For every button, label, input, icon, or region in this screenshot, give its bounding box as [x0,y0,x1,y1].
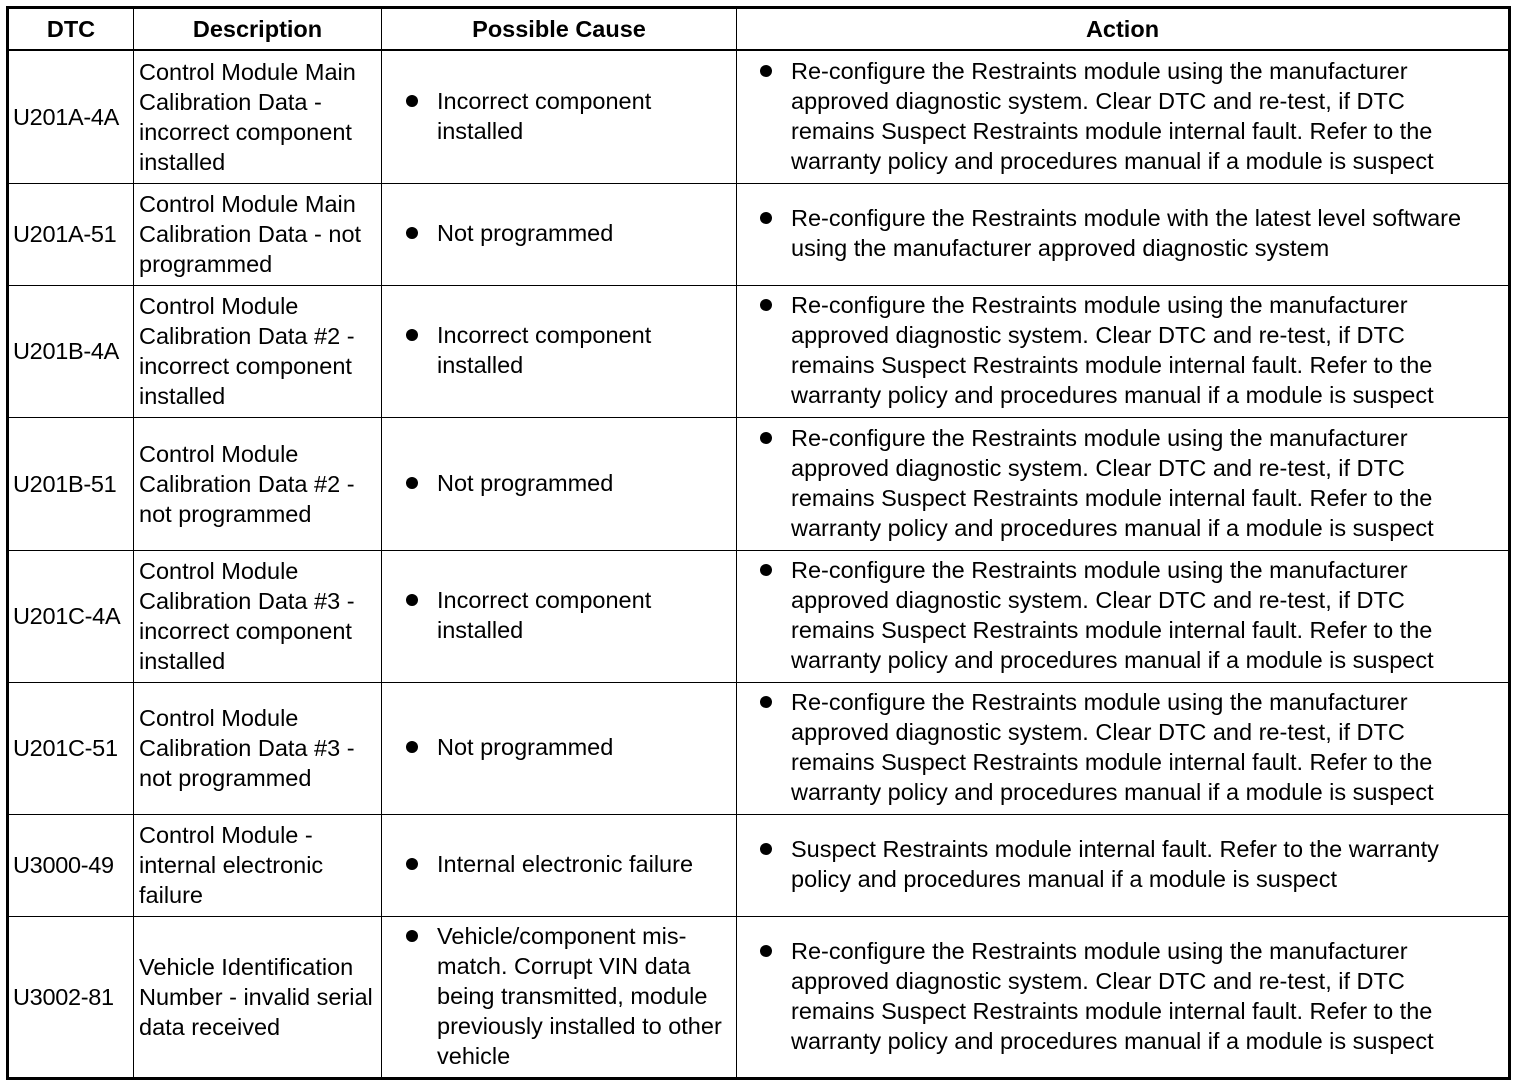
bullet-icon [406,477,418,489]
dtc-table [6,6,1511,1080]
table-row [8,50,1510,183]
action-item [737,203,1508,263]
action-text: Re-configure the Restraints module using the manufacturer approved diagnostic system. Clear DTC and re-test, if DTC remains Suspect Restraints module internal fault. Refer to the warranty policy and procedures manual if a module is suspect [791,424,1434,541]
dtc-code: U201B-4A [8,285,134,417]
action-list [737,687,1508,807]
table-row [8,183,1510,285]
possible-cause-list [382,732,736,762]
possible-cause-text: Not programmed [437,469,614,496]
bullet-icon [760,843,772,855]
possible-cause-list [382,320,736,380]
possible-cause-list [382,86,736,146]
table-row [8,682,1510,814]
table-row [8,550,1510,682]
bullet-icon [406,930,418,942]
bullet-icon [760,564,772,576]
table-body [8,50,1510,1078]
header-description: Description [134,8,382,51]
possible-cause-list [382,849,736,879]
action-text: Re-configure the Restraints module using the manufacturer approved diagnostic system. Clear DTC and re-test, if DTC remains Suspect Restraints module internal fault. Refer to the warranty policy and procedures manual if a module is suspect [791,292,1434,408]
dtc-code: U201C-51 [8,682,134,814]
action-cell [737,183,1510,285]
dtc-description: Vehicle Identification Number - invalid serial data received [134,916,382,1078]
dtc-description: Control Module Main Calibration Data - not programmed [134,183,382,285]
possible-cause-text: Not programmed [437,220,614,246]
table-header [8,8,1510,51]
possible-cause-list [382,468,736,498]
action-list [737,936,1508,1056]
action-text: Re-configure the Restraints module using the manufacturer approved diagnostic system. Clear DTC and re-test, if DTC remains Suspect Restraints module internal fault. Refer to the warranty policy and procedures manual if a module is suspect [791,57,1434,174]
dtc-code: U3002-81 [8,916,134,1078]
possible-cause-item [382,921,736,1071]
possible-cause-item [382,849,736,879]
dtc-code: U201C-4A [8,550,134,682]
action-text: Re-configure the Restraints module using the manufacturer approved diagnostic system. Clear DTC and re-test, if DTC remains Suspect Restraints module internal fault. Refer to the warranty policy and procedures manual if a module is suspect [791,557,1434,673]
action-text: Re-configure the Restraints module with the latest level software using the manufacturer approved diagnostic system [791,205,1462,261]
bullet-icon [760,299,772,311]
action-cell [737,417,1510,550]
possible-cause-list [382,218,736,248]
possible-cause-text: Internal electronic failure [437,851,694,877]
action-item [737,290,1508,410]
action-item [737,423,1508,543]
possible-cause-cell [382,417,737,550]
action-cell [737,814,1510,916]
action-cell [737,285,1510,417]
action-list [737,834,1508,894]
action-item [737,56,1508,176]
possible-cause-cell [382,550,737,682]
possible-cause-text: Incorrect component installed [437,587,652,643]
dtc-code: U201B-51 [8,417,134,550]
possible-cause-item [382,585,736,645]
bullet-icon [406,594,418,606]
possible-cause-item [382,86,736,146]
action-text: Re-configure the Restraints module using the manufacturer approved diagnostic system. Clear DTC and re-test, if DTC remains Suspect Restraints module internal fault. Refer to the warranty policy and procedures manual if a module is suspect [791,689,1434,805]
possible-cause-list [382,585,736,645]
possible-cause-text: Incorrect component installed [437,87,652,144]
table-row [8,814,1510,916]
action-list [737,56,1508,176]
action-cell [737,50,1510,183]
bullet-icon [760,945,772,957]
header-row [8,8,1510,51]
bullet-icon [406,95,418,107]
possible-cause-cell [382,285,737,417]
table-row [8,916,1510,1078]
possible-cause-cell [382,50,737,183]
dtc-code: U3000-49 [8,814,134,916]
dtc-code: U201A-51 [8,183,134,285]
action-cell [737,550,1510,682]
action-list [737,423,1508,543]
bullet-icon [406,858,418,870]
possible-cause-cell [382,183,737,285]
action-list [737,555,1508,675]
table-row [8,285,1510,417]
possible-cause-cell [382,682,737,814]
action-list [737,203,1508,263]
header-possible-cause: Possible Cause [382,8,737,51]
bullet-icon [760,65,772,77]
action-cell [737,916,1510,1078]
possible-cause-item [382,468,736,498]
bullet-icon [406,741,418,753]
possible-cause-item [382,320,736,380]
possible-cause-text: Not programmed [437,734,614,760]
possible-cause-item [382,218,736,248]
possible-cause-list [382,921,736,1071]
action-text: Re-configure the Restraints module using the manufacturer approved diagnostic system. Clear DTC and re-test, if DTC remains Suspect Restraints module internal fault. Refer to the warranty policy and procedures manual if a module is suspect [791,937,1434,1054]
possible-cause-item [382,732,736,762]
action-list [737,290,1508,410]
action-cell [737,682,1510,814]
dtc-description: Control Module Calibration Data #3 - incorrect component installed [134,550,382,682]
table-row [8,417,1510,550]
bullet-icon [760,212,772,224]
dtc-description: Control Module Calibration Data #3 - not programmed [134,682,382,814]
dtc-description: Control Module - internal electronic failure [134,814,382,916]
bullet-icon [760,696,772,708]
possible-cause-cell [382,814,737,916]
possible-cause-text: Vehicle/component mis-match. Corrupt VIN data being transmitted, module previously installed to other vehicle [437,922,722,1069]
header-action: Action [737,8,1510,51]
dtc-code: U201A-4A [8,50,134,183]
action-item [737,687,1508,807]
bullet-icon [760,432,772,444]
possible-cause-cell [382,916,737,1078]
bullet-icon [406,227,418,239]
header-dtc: DTC [8,8,134,51]
dtc-description: Control Module Calibration Data #2 - incorrect component installed [134,285,382,417]
action-item [737,555,1508,675]
dtc-description: Control Module Main Calibration Data - incorrect component installed [134,50,382,183]
possible-cause-text: Incorrect component installed [437,322,652,378]
bullet-icon [406,329,418,341]
action-item [737,936,1508,1056]
action-item [737,834,1508,894]
dtc-description: Control Module Calibration Data #2 - not programmed [134,417,382,550]
action-text: Suspect Restraints module internal fault. Refer to the warranty policy and procedures manual if a module is suspect [791,836,1439,892]
